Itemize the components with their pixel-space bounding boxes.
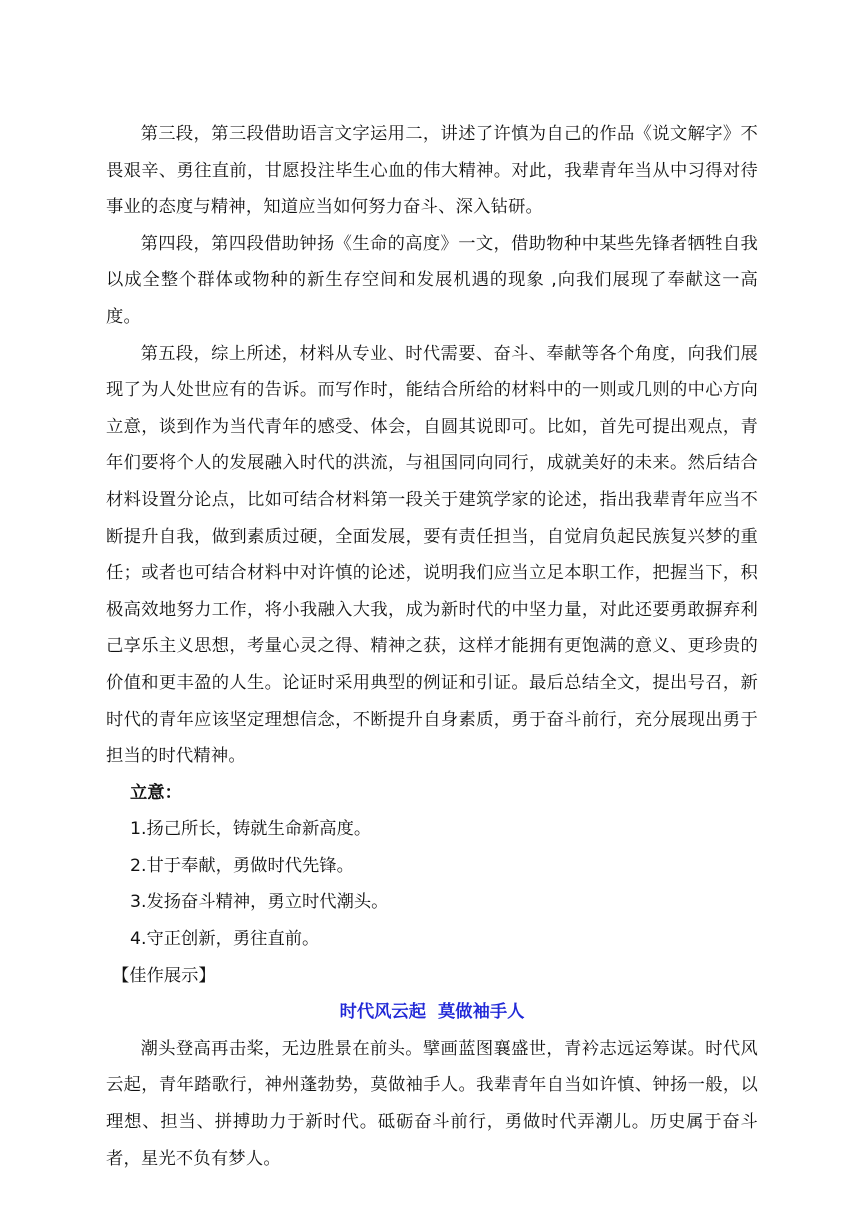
- essay-paragraph: 潮头登高再击桨，无边胜景在前头。擘画蓝图襄盛世，青衿志远运筹谋。时代风云起，青年踏歌行，神州蓬勃势，莫做袖手人。我辈青年自当如许慎、钟扬一般，以理想、担当、拼搏助力于新时代。砥砺奋斗前行，勇做时代弄潮儿。历史属于奋斗者，星光不负有梦人。: [106, 1038, 758, 1169]
- point-item-1: 1.扬己所长，铸就生命新高度。: [130, 819, 372, 840]
- points-heading: 立意：: [130, 782, 182, 803]
- essay-title: 时代风云起 莫做袖手人: [339, 1002, 525, 1023]
- paragraph-fourth-section: 第四段，第四段借助钟扬《生命的高度》一文，借助物种中某些先锋者牺牲自我以成全整个群体或物种的新生存空间和发展机遇的现象 ,向我们展现了奉献这一高度。: [106, 233, 758, 327]
- paragraph-fifth-section: 第五段，综上所述，材料从专业、时代需要、奋斗、奉献等各个角度，向我们展现了为人处世应有的告诉。而写作时，能结合所给的材料中的一则或几则的中心方向立意，谈到作为当代青年的感受、体会，自圆其说即可。比如，首先可提出观点，青年们要将个人的发展融入时代的洪流，与祖国同向同行，成就美好的未来。然后结合材料设置分论点，比如可结合材料第一段关于建筑学家的论述，指出我辈青年应当不断提升自我，做到素质过硬，全面发展，要有责任担当，自觉肩负起民族复兴梦的重任；或者也可结合材料中对许慎的论述，说明我们应当立足本职工作，把握当下，积极高效地努力工作，将小我融入大我，成为新时代的中坚力量，对此还要勇敢摒弃利己享乐主义思想，考量心灵之得、精神之获，这样才能拥有更饱满的意义、更珍贵的价值和更丰盈的人生。论证时采用典型的例证和引证。最后总结全文，提出号召，新时代的青年应该坚定理想信念，不断提升自身素质，勇于奋斗前行，充分展现出勇于担当的时代精神。: [106, 343, 758, 767]
- point-item-2: 2.甘于奉献，勇做时代先锋。: [130, 855, 354, 876]
- section-label-showcase: 【佳作展示】: [112, 965, 216, 986]
- point-item-4: 4.守正创新，勇往直前。: [130, 929, 320, 950]
- document-body: [106, 116, 758, 1177]
- point-item-3: 3.发扬奋斗精神，勇立时代潮头。: [130, 892, 389, 913]
- paragraph-third-section: 第三段，第三段借助语言文字运用二，讲述了许慎为自己的作品《说文解字》不畏艰辛、勇往直前，甘愿投注毕生心血的伟大精神。对此，我辈青年当从中习得对待事业的态度与精神，知道应当如何努力奋斗、深入钻研。: [106, 124, 758, 218]
